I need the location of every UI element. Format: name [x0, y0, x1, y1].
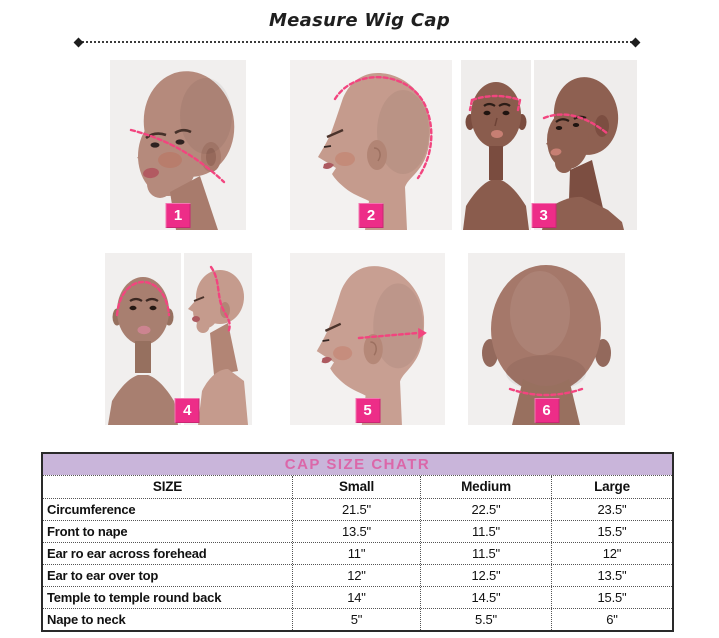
divider-diamond-left-icon — [74, 38, 84, 48]
table-cell: 5.5" — [420, 609, 551, 630]
row-label: Front to nape — [47, 524, 128, 539]
table-cell: 11.5" — [420, 543, 551, 564]
cap-size-chart-table — [41, 452, 674, 632]
row-label: Nape to neck — [47, 612, 126, 627]
table-cell: 22.5" — [420, 499, 551, 520]
table-header-row — [43, 475, 672, 498]
table-cell: 12" — [292, 565, 420, 586]
table-cell: 15.5" — [551, 521, 672, 542]
table-cell: 11.5" — [420, 521, 551, 542]
figure-panel-ear-to-ear-across-forehead — [461, 60, 637, 230]
figure-number-badge: 1 — [166, 203, 191, 228]
figure-panel-front-to-nape — [290, 60, 452, 230]
table-row — [43, 520, 672, 542]
table-cell: 23.5" — [551, 499, 672, 520]
mannequin-head-front-icon — [461, 60, 531, 230]
table-cell: 13.5" — [551, 565, 672, 586]
table-cell: 11" — [292, 543, 420, 564]
figure-panel-ear-to-ear-over-top — [105, 253, 252, 425]
figure-number-badge: 4 — [175, 398, 200, 423]
mannequin-head-front-icon — [105, 253, 181, 425]
figure-panel-temple-round-back — [290, 253, 445, 425]
row-label: Ear to ear over top — [47, 568, 159, 583]
table-row — [43, 608, 672, 630]
column-header-small: Small — [292, 476, 420, 498]
figure-number-badge: 2 — [359, 203, 384, 228]
table-cell: 12.5" — [420, 565, 551, 586]
row-label: Circumference — [47, 502, 136, 517]
column-header-size: SIZE — [152, 479, 183, 494]
row-label: Ear ro ear across forehead — [47, 546, 207, 561]
table-cell: 5" — [292, 609, 420, 630]
figure-number-badge: 5 — [355, 398, 380, 423]
dotted-divider — [78, 41, 636, 43]
table-cell: 13.5" — [292, 521, 420, 542]
table-row — [43, 498, 672, 520]
column-header-large: Large — [551, 476, 672, 498]
figure-number-badge: 3 — [531, 203, 556, 228]
table-cell: 15.5" — [551, 587, 672, 608]
table-row — [43, 542, 672, 564]
row-label: Temple to temple round back — [47, 590, 222, 605]
table-cell: 14" — [292, 587, 420, 608]
table-title: CAP SIZE CHATR — [43, 454, 672, 475]
table-cell: 6" — [551, 609, 672, 630]
table-cell: 21.5" — [292, 499, 420, 520]
table-cell: 14.5" — [420, 587, 551, 608]
figure-panel-nape-to-neck — [468, 253, 625, 425]
page-title: Measure Wig Cap — [268, 10, 451, 31]
column-header-medium: Medium — [420, 476, 551, 498]
table-cell: 12" — [551, 543, 672, 564]
table-row — [43, 564, 672, 586]
table-row — [43, 586, 672, 608]
figure-number-badge: 6 — [534, 398, 559, 423]
divider-diamond-right-icon — [631, 38, 641, 48]
figure-panel-circumference — [110, 60, 246, 230]
